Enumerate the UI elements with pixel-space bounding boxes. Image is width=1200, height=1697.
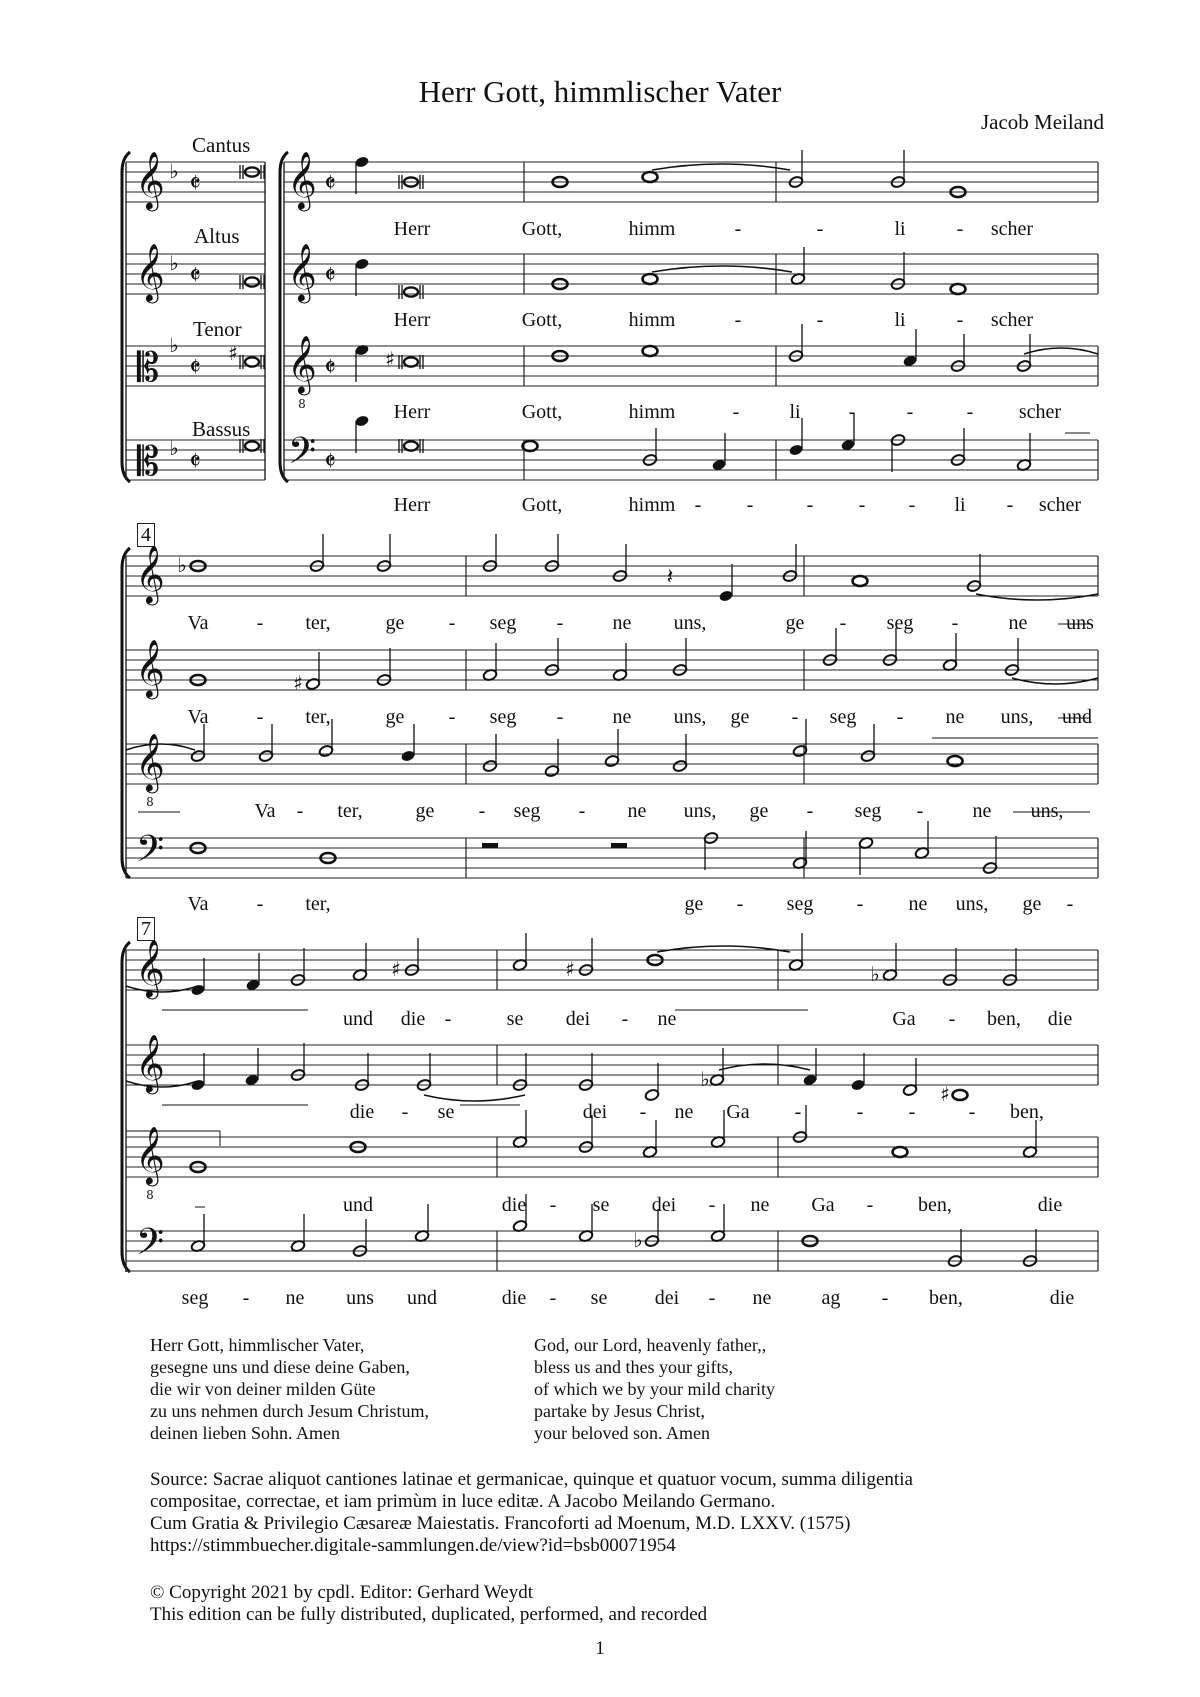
lyric-syllable: scher [990, 309, 1034, 331]
lyric-syllable: Gott, [521, 309, 563, 331]
lyric-syllable: die [349, 1101, 375, 1123]
lyric-syllable: - [694, 494, 702, 516]
lyric-syllable: - [708, 1194, 716, 1216]
lyric-syllable: ge [415, 800, 435, 822]
lyric-syllable: himm [628, 401, 676, 423]
lyric-syllable: die [1037, 1194, 1063, 1216]
octave-mark: 8 [298, 397, 306, 411]
lyric-syllable: li [894, 309, 906, 331]
lyric-syllable: Herr [393, 218, 431, 240]
copyright-note [150, 1582, 707, 1626]
english-line: partake by Jesus Christ, [534, 1401, 705, 1421]
flat-key: ♭ [169, 333, 179, 357]
lyric-syllable: ne [657, 1008, 677, 1030]
tie [976, 594, 1098, 600]
tie [652, 266, 792, 272]
lyric-syllable: - [848, 401, 856, 423]
lyric-syllable: uns, [1030, 800, 1064, 822]
lyric-syllable: - [956, 309, 964, 331]
lyric-syllable: seg [489, 706, 517, 728]
treble-clef: 𝄞 [135, 639, 165, 697]
whole-note [643, 274, 658, 284]
lyric-syllable: - [839, 612, 847, 634]
lyric-syllable: Herr [393, 494, 431, 516]
lyric-syllable: die [501, 1287, 527, 1309]
accidental: ♯ [940, 1082, 950, 1106]
lyric-syllable: - [806, 494, 814, 516]
lyric-syllable: - [858, 494, 866, 516]
bass-clef: 𝄢 [135, 828, 165, 879]
lyric-syllable: - [916, 800, 924, 822]
lyric-syllable: - [256, 893, 264, 915]
accidental: ♭ [177, 553, 187, 577]
lyric-syllable: se [506, 1008, 524, 1030]
time-signature: 𝄵 [189, 447, 201, 477]
lyric-syllable: - [746, 494, 754, 516]
rest [482, 843, 498, 848]
lyric-syllable: - [896, 706, 904, 728]
time-signature: 𝄵 [324, 169, 336, 199]
lyric-syllable: seg [786, 893, 814, 915]
rest [611, 843, 627, 848]
lyric-syllable: seg [513, 800, 541, 822]
treble-clef: 𝄞 [135, 939, 165, 997]
source-note [150, 1469, 913, 1557]
voice-name-altus: Altus [194, 224, 240, 248]
source-line: Source: Sacrae aliquot cantiones latinae et germanicae, quinque et quatuor vocum, summa diligentia [150, 1469, 913, 1490]
lyric-syllable: - [256, 706, 264, 728]
lyric-syllable: - [242, 1287, 250, 1309]
lyric-syllable: - [951, 612, 959, 634]
lyric-syllable: ne [945, 706, 965, 728]
lyric-syllable: - [816, 309, 824, 331]
lyric-syllable: himm [628, 309, 676, 331]
voice-name-cantus: Cantus [192, 133, 251, 157]
accidental: ♯ [565, 957, 575, 981]
lyric-syllable: - [734, 309, 742, 331]
lyric-syllable: - [444, 1008, 452, 1030]
lyric-syllable: ne [612, 706, 632, 728]
page-number: 1 [595, 1638, 605, 1659]
accidental: ♯ [385, 347, 395, 371]
treble-clef: 𝄞 [135, 733, 165, 791]
lyric-syllable: uns, [955, 893, 989, 915]
treble-clef: 𝄞 [287, 243, 317, 301]
lyric-syllable: himm [628, 218, 676, 240]
lyric-syllable: ne [908, 893, 928, 915]
german-line: zu uns nehmen durch Jesum Christum, [150, 1401, 429, 1421]
page-title: Herr Gott, himmlischer Vater [418, 74, 782, 109]
measure-number-4: 4 [137, 523, 155, 547]
lyric-syllable: - [448, 612, 456, 634]
lyric-syllable: Herr [393, 401, 431, 423]
whole-note [951, 284, 966, 294]
source-line: Cum Gratia & Privilegio Cæsareæ Maiestatis. Francoforti ad Moenum, M.D. LXXV. (1575) [150, 1513, 851, 1534]
treble-clef: 𝄞 [135, 243, 165, 301]
lyric-syllable: ter, [337, 800, 363, 822]
lyric-syllable: Gott, [521, 494, 563, 516]
lyric-syllable: und [407, 1287, 437, 1309]
english-line: your beloved son. Amen [534, 1423, 710, 1443]
treble-clef: 𝄞 [135, 1126, 165, 1184]
lyric-syllable: uns, [1000, 706, 1034, 728]
lyric-syllable: - [734, 218, 742, 240]
tie [1012, 678, 1098, 684]
lyric-syllable: die [400, 1008, 426, 1030]
time-signature: 𝄵 [324, 353, 336, 383]
lyric-syllable: - [866, 1194, 874, 1216]
lyric-syllable: - [639, 1101, 647, 1123]
lyric-syllable: ge [385, 706, 405, 728]
german-line: gesegne uns und diese deine Gaben, [150, 1357, 410, 1377]
accidental: ♭ [633, 1228, 643, 1252]
lyric-syllable: ter, [305, 612, 331, 634]
treble-clef: 𝄞 [287, 335, 317, 393]
lyric-syllable: se [590, 1287, 608, 1309]
lyric-syllable: ge [385, 612, 405, 634]
lyric-syllable: Ga [811, 1194, 835, 1216]
lyric-syllable: seg [886, 612, 914, 634]
lyric-syllable: uns, [683, 800, 717, 822]
lyric-syllable: ter, [305, 893, 331, 915]
flat-key: ♭ [169, 159, 179, 183]
lyric-syllable: - [794, 1101, 802, 1123]
lyric-syllable: li [789, 401, 801, 423]
lyric-syllable: ge [730, 706, 750, 728]
time-signature: 𝄵 [324, 261, 336, 291]
treble-clef: 𝄞 [135, 151, 165, 209]
whole-note [643, 346, 658, 356]
tie [652, 164, 790, 170]
lyric-syllable: - [708, 1287, 716, 1309]
copyright-line: This edition can be fully distributed, duplicated, performed, and recorded [150, 1604, 708, 1625]
tie [1024, 348, 1098, 354]
lyric-syllable: - [296, 800, 304, 822]
lyric-syllable: Gott, [521, 218, 563, 240]
lyric-syllable: - [621, 1008, 629, 1030]
lyric-syllable: ne [1008, 612, 1028, 634]
lyric-syllable: ne [612, 612, 632, 634]
english-line: of which we by your mild charity [534, 1379, 775, 1399]
lyric-syllable: - [816, 218, 824, 240]
lyric-syllable: se [592, 1194, 610, 1216]
lyric-syllable: scher [1018, 401, 1062, 423]
german-line: Herr Gott, himmlischer Vater, [150, 1335, 365, 1355]
lyric-syllable: seg [181, 1287, 209, 1309]
lyric-syllable: ge [684, 893, 704, 915]
flat-key: ♭ [169, 436, 179, 460]
lyric-syllable: ter, [305, 706, 331, 728]
lyric-syllable: - [556, 612, 564, 634]
lyric-syllable: und [1062, 706, 1092, 728]
treble-clef: 𝄞 [135, 1034, 165, 1092]
lyric-syllable: - [736, 893, 744, 915]
breve-note [245, 357, 259, 366]
time-signature: 𝄵 [189, 261, 201, 291]
lyric-syllable: li [894, 218, 906, 240]
lyric-syllable: - [856, 1101, 864, 1123]
lyric-syllable: ben, [929, 1287, 963, 1309]
lyric-syllable: - [906, 401, 914, 423]
copyright-line: © Copyright 2021 by cpdl. Editor: Gerhard Weydt [150, 1582, 533, 1603]
lyric-syllable: uns [346, 1287, 374, 1309]
lyric-syllable: himm [628, 494, 676, 516]
alto-clef: 𝄡 [136, 439, 160, 485]
lyric-syllable: - [448, 706, 456, 728]
lyric-syllable: die [501, 1194, 527, 1216]
lyric-syllable: - [881, 1287, 889, 1309]
lyric-syllable: ne [752, 1287, 772, 1309]
lyric-syllable: dei [654, 1287, 680, 1309]
lyric-syllable: ag [821, 1287, 841, 1309]
lyric-syllable: Va [187, 893, 209, 915]
accidental: ♭ [700, 1067, 710, 1091]
lyric-syllable: - [966, 401, 974, 423]
lyric-syllable: - [256, 612, 264, 634]
time-signature: 𝄵 [324, 447, 336, 477]
lyric-syllable: ne [285, 1287, 305, 1309]
lyric-syllable: scher [990, 218, 1034, 240]
flat-key: ♭ [169, 251, 179, 275]
lyric-syllable: - [732, 401, 740, 423]
german-line: deinen lieben Sohn. Amen [150, 1423, 340, 1443]
lyric-syllable: seg [829, 706, 857, 728]
lyric-syllable: seg [489, 612, 517, 634]
whole-note [953, 1090, 968, 1100]
accidental: ♯ [391, 957, 401, 981]
treble-clef: 𝄞 [135, 545, 165, 603]
lyric-syllable: - [856, 893, 864, 915]
accidental: ♭ [870, 962, 880, 986]
lyric-syllable: ge [1022, 893, 1042, 915]
german-text [150, 1334, 429, 1444]
whole-note [853, 576, 868, 586]
lyric-syllable: ne [627, 800, 647, 822]
lyric-syllable: die [1047, 1008, 1073, 1030]
source-url: https://stimmbuecher.digitale-sammlungen.de/view?id=bsb00071954 [150, 1535, 676, 1556]
lyric-syllable: - [791, 706, 799, 728]
octave-mark: 8 [146, 1188, 154, 1202]
lyric-syllable: - [956, 218, 964, 240]
whole-note [893, 1147, 908, 1157]
lyric-syllable: die [1049, 1287, 1075, 1309]
lyric-syllable: - [948, 1008, 956, 1030]
breve-note [404, 357, 418, 366]
lyric-syllable: Va [254, 800, 276, 822]
lyric-syllable: - [968, 1101, 976, 1123]
lyric-syllable: li [954, 494, 966, 516]
lyric-syllable: und [343, 1194, 373, 1216]
source-line: compositae, correctae, et iam primùm in luce editæ. A Jacobo Meilando Germano. [150, 1491, 776, 1512]
bass-clef: 𝄢 [135, 1221, 165, 1272]
lyric-syllable: Gott, [521, 401, 563, 423]
lyric-syllable: und [343, 1008, 373, 1030]
time-signature: 𝄵 [189, 353, 201, 383]
lyric-syllable: Herr [393, 309, 431, 331]
english-line: bless us and thes your gifts, [534, 1357, 733, 1377]
measure-number-7: 7 [137, 917, 155, 941]
lyric-syllable: - [401, 1101, 409, 1123]
rest: 𝄽 [666, 565, 674, 590]
lyric-syllable: ben, [987, 1008, 1021, 1030]
voice-name-bassus: Bassus [192, 417, 251, 441]
alto-clef: 𝄡 [136, 345, 160, 391]
lyric-syllable: uns [1066, 612, 1094, 634]
lyric-syllable: ne [674, 1101, 694, 1123]
german-line: die wir von deiner milden Güte [150, 1379, 376, 1399]
breve-note [404, 287, 418, 296]
lyric-syllable: - [578, 800, 586, 822]
breve-note [245, 441, 259, 450]
english-text [534, 1334, 775, 1444]
accidental: ♯ [228, 341, 238, 365]
lyric-syllable: Va [187, 706, 209, 728]
lyric-syllable: - [549, 1194, 557, 1216]
voice-name-tenor: Tenor [193, 317, 242, 341]
lyric-syllable: - [908, 1101, 916, 1123]
whole-note [643, 172, 658, 182]
lyric-syllable: - [556, 706, 564, 728]
lyric-syllable: ne [972, 800, 992, 822]
lyric-syllable: - [549, 1287, 557, 1309]
treble-clef: 𝄞 [287, 151, 317, 209]
lyric-syllable: uns, [673, 612, 707, 634]
lyric-syllable: - [1066, 893, 1074, 915]
lyric-syllable: ne [750, 1194, 770, 1216]
time-signature: 𝄵 [189, 169, 201, 199]
bass-clef: 𝄢 [287, 430, 317, 481]
lyric-syllable: ben, [918, 1194, 952, 1216]
lyric-syllable: - [806, 800, 814, 822]
lyric-syllable: dei [651, 1194, 677, 1216]
lyric-syllable: ge [785, 612, 805, 634]
accidental: ♯ [293, 671, 303, 695]
lyric-syllable: scher [1038, 494, 1082, 516]
lyric-syllable: dei [565, 1008, 591, 1030]
breve-note [404, 441, 418, 450]
lyric-syllable: uns, [673, 706, 707, 728]
english-line: God, our Lord, heavenly father,, [534, 1335, 767, 1355]
octave-mark: 8 [146, 795, 154, 809]
lyric-syllable: - [1006, 494, 1014, 516]
composer-name: Jacob Meiland [980, 110, 1104, 134]
lyric-syllable: - [908, 494, 916, 516]
lyric-syllable: se [437, 1101, 455, 1123]
lyric-syllable: dei [582, 1101, 608, 1123]
lyric-syllable: Ga [726, 1101, 750, 1123]
lyric-syllable: ben, [1010, 1101, 1044, 1123]
breve-note [245, 277, 259, 286]
lyric-syllable: Ga [892, 1008, 916, 1030]
lyric-syllable: seg [854, 800, 882, 822]
lyric-syllable: ge [749, 800, 769, 822]
lyric-syllable: Va [187, 612, 209, 634]
tie [657, 946, 790, 952]
lyric-syllable: - [478, 800, 486, 822]
